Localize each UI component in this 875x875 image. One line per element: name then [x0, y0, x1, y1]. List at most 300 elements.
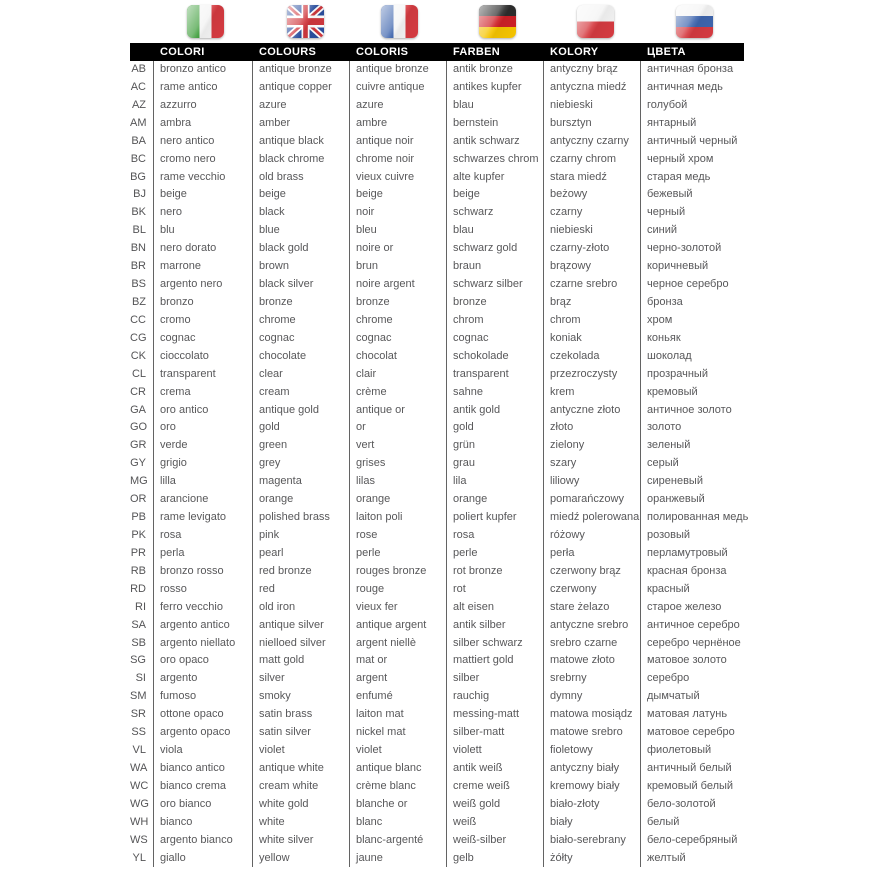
- color-name-de: grau: [446, 455, 543, 473]
- color-code: CK: [130, 349, 146, 362]
- color-name-it: argento bianco: [153, 832, 252, 850]
- color-code: SG: [130, 654, 146, 667]
- color-name-pl: czerwony: [543, 581, 640, 599]
- color-name-en: green: [252, 437, 349, 455]
- color-name-ru: черный: [640, 204, 746, 222]
- color-name-pl: liliowy: [543, 473, 640, 491]
- color-name-it: oro antico: [153, 402, 252, 420]
- color-name-fr: lilas: [349, 473, 446, 491]
- color-name-ru: античная медь: [640, 79, 746, 97]
- color-name-it: beige: [153, 186, 252, 204]
- color-name-pl: chrom: [543, 312, 640, 330]
- color-name-pl: stare żelazo: [543, 599, 640, 617]
- color-name-pl: czekolada: [543, 348, 640, 366]
- color-name-fr: cuivre antique: [349, 79, 446, 97]
- color-name-pl: matowe srebro: [543, 724, 640, 742]
- color-name-ru: бело-серебряный: [640, 832, 746, 850]
- color-name-en: blue: [252, 222, 349, 240]
- color-name-it: argento nero: [153, 276, 252, 294]
- color-name-ru: старое железо: [640, 599, 746, 617]
- color-name-ru: белый: [640, 814, 746, 832]
- color-name-en: chocolate: [252, 348, 349, 366]
- color-name-en: silver: [252, 670, 349, 688]
- header-colours: COLOURS: [259, 46, 317, 58]
- header-cveta: ЦВЕТА: [647, 46, 686, 58]
- color-name-ru: античный белый: [640, 760, 746, 778]
- color-name-it: transparent: [153, 366, 252, 384]
- color-name-en: gold: [252, 419, 349, 437]
- color-code: WA: [130, 761, 148, 774]
- color-name-pl: matowa mosiądz: [543, 706, 640, 724]
- color-name-pl: srebro czarne: [543, 635, 640, 653]
- color-name-fr: antique noir: [349, 133, 446, 151]
- color-name-de: silber: [446, 670, 543, 688]
- color-name-fr: violet: [349, 742, 446, 760]
- color-name-fr: laiton poli: [349, 509, 446, 527]
- color-name-de: antik weiß: [446, 760, 543, 778]
- color-name-de: silber-matt: [446, 724, 543, 742]
- color-code: SI: [135, 672, 146, 685]
- color-code: BN: [130, 242, 146, 255]
- color-name-it: rame antico: [153, 79, 252, 97]
- color-code: CC: [130, 313, 146, 326]
- color-name-ru: полированная медь: [640, 509, 746, 527]
- uk-flag-icon: [287, 5, 324, 38]
- color-name-de: silber schwarz: [446, 635, 543, 653]
- color-name-ru: старая медь: [640, 169, 746, 187]
- color-name-fr: argent niellè: [349, 635, 446, 653]
- color-name-fr: rouges bronze: [349, 563, 446, 581]
- color-name-pl: krem: [543, 384, 640, 402]
- color-name-pl: matowe złoto: [543, 652, 640, 670]
- color-code: WG: [130, 797, 149, 810]
- color-code: AB: [131, 63, 146, 75]
- color-name-pl: biały: [543, 814, 640, 832]
- color-name-it: bianco: [153, 814, 252, 832]
- color-name-en: white silver: [252, 832, 349, 850]
- color-name-ru: красный: [640, 581, 746, 599]
- color-code: SA: [131, 618, 146, 631]
- color-code: RB: [130, 564, 146, 577]
- color-name-de: blau: [446, 97, 543, 115]
- color-name-pl: antyczna miedź: [543, 79, 640, 97]
- color-code: CG: [130, 331, 147, 344]
- color-name-fr: antique argent: [349, 617, 446, 635]
- color-code: BZ: [131, 295, 146, 308]
- color-name-ru: голубой: [640, 97, 746, 115]
- color-name-fr: cognac: [349, 330, 446, 348]
- color-name-fr: grises: [349, 455, 446, 473]
- color-name-it: rame levigato: [153, 509, 252, 527]
- color-name-it: argento: [153, 670, 252, 688]
- color-name-de: orange: [446, 491, 543, 509]
- color-name-pl: antyczne srebro: [543, 617, 640, 635]
- color-name-de: rot bronze: [446, 563, 543, 581]
- color-name-fr: chrome noir: [349, 151, 446, 169]
- color-code: AC: [130, 80, 146, 93]
- color-name-it: lilla: [153, 473, 252, 491]
- color-name-de: messing-matt: [446, 706, 543, 724]
- color-name-ru: бело-золотой: [640, 796, 746, 814]
- color-name-en: white: [252, 814, 349, 832]
- color-name-fr: vieux cuivre: [349, 169, 446, 187]
- color-name-it: rosa: [153, 527, 252, 545]
- color-name-pl: biało-serebrany: [543, 832, 640, 850]
- color-name-it: cromo: [153, 312, 252, 330]
- color-name-it: oro: [153, 419, 252, 437]
- color-code: BG: [130, 170, 146, 183]
- color-name-ru: черно-золотой: [640, 240, 746, 258]
- color-name-fr: azure: [349, 97, 446, 115]
- color-name-en: black: [252, 204, 349, 222]
- color-name-it: nero dorato: [153, 240, 252, 258]
- color-name-en: antique silver: [252, 617, 349, 635]
- color-code: PB: [131, 511, 146, 524]
- color-name-en: polished brass: [252, 509, 349, 527]
- color-name-pl: biało-złoty: [543, 796, 640, 814]
- color-name-ru: синий: [640, 222, 746, 240]
- color-name-en: clear: [252, 366, 349, 384]
- header-farben: FARBEN: [453, 46, 501, 58]
- color-name-pl: fioletowy: [543, 742, 640, 760]
- color-name-de: antikes kupfer: [446, 79, 543, 97]
- color-name-ru: кремовый: [640, 384, 746, 402]
- color-name-pl: niebieski: [543, 222, 640, 240]
- color-name-pl: brązowy: [543, 258, 640, 276]
- color-name-en: magenta: [252, 473, 349, 491]
- color-name-ru: перламутровый: [640, 545, 746, 563]
- color-name-it: verde: [153, 437, 252, 455]
- color-name-en: satin brass: [252, 706, 349, 724]
- color-name-it: rosso: [153, 581, 252, 599]
- color-name-fr: noire or: [349, 240, 446, 258]
- color-name-fr: noir: [349, 204, 446, 222]
- color-name-de: cognac: [446, 330, 543, 348]
- color-name-en: nielloed silver: [252, 635, 349, 653]
- color-name-fr: enfumé: [349, 688, 446, 706]
- color-name-fr: crème: [349, 384, 446, 402]
- color-name-pl: koniak: [543, 330, 640, 348]
- color-name-fr: ambre: [349, 115, 446, 133]
- color-name-en: cognac: [252, 330, 349, 348]
- color-name-en: bronze: [252, 294, 349, 312]
- color-name-pl: bursztyn: [543, 115, 640, 133]
- color-name-ru: серебро чернёное: [640, 635, 746, 653]
- color-name-fr: or: [349, 419, 446, 437]
- color-name-de: beige: [446, 186, 543, 204]
- color-name-de: schwarzes chrom: [446, 151, 543, 169]
- color-name-ru: сиреневый: [640, 473, 746, 491]
- color-name-ru: золото: [640, 419, 746, 437]
- color-name-en: antique gold: [252, 402, 349, 420]
- poland-flag-icon: [577, 5, 614, 38]
- color-name-pl: brąz: [543, 294, 640, 312]
- color-name-fr: clair: [349, 366, 446, 384]
- color-name-ru: янтарный: [640, 115, 746, 133]
- color-code: MG: [130, 475, 148, 488]
- color-name-it: ferro vecchio: [153, 599, 252, 617]
- color-name-en: antique white: [252, 760, 349, 778]
- color-name-ru: прозрачный: [640, 366, 746, 384]
- color-name-pl: niebieski: [543, 97, 640, 115]
- color-name-en: grey: [252, 455, 349, 473]
- header-kolory: KOLORY: [550, 46, 599, 58]
- color-name-ru: зеленый: [640, 437, 746, 455]
- color-name-ru: оранжевый: [640, 491, 746, 509]
- color-name-de: schwarz: [446, 204, 543, 222]
- color-name-ru: хром: [640, 312, 746, 330]
- color-name-pl: złoto: [543, 419, 640, 437]
- color-code: SS: [131, 726, 146, 739]
- color-name-en: antique black: [252, 133, 349, 151]
- color-code: WH: [130, 815, 149, 828]
- color-code: AM: [130, 116, 147, 129]
- color-name-en: pearl: [252, 545, 349, 563]
- color-name-en: yellow: [252, 850, 349, 868]
- color-name-ru: красная бронза: [640, 563, 746, 581]
- color-name-pl: antyczne złoto: [543, 402, 640, 420]
- color-name-it: marrone: [153, 258, 252, 276]
- color-code: WS: [130, 833, 148, 846]
- color-name-de: bernstein: [446, 115, 543, 133]
- color-name-de: perle: [446, 545, 543, 563]
- color-name-it: argento opaco: [153, 724, 252, 742]
- color-name-de: antik gold: [446, 402, 543, 420]
- color-name-it: bronzo rosso: [153, 563, 252, 581]
- color-name-it: bronzo antico: [153, 61, 252, 79]
- color-name-pl: antyczny czarny: [543, 133, 640, 151]
- color-name-ru: черный хром: [640, 151, 746, 169]
- color-name-it: oro bianco: [153, 796, 252, 814]
- color-name-it: azzurro: [153, 97, 252, 115]
- color-name-en: smoky: [252, 688, 349, 706]
- color-name-fr: orange: [349, 491, 446, 509]
- color-name-it: bianco antico: [153, 760, 252, 778]
- color-name-de: braun: [446, 258, 543, 276]
- color-name-fr: perle: [349, 545, 446, 563]
- color-code: PR: [130, 546, 146, 559]
- color-name-de: rosa: [446, 527, 543, 545]
- color-name-fr: crème blanc: [349, 778, 446, 796]
- color-name-pl: czarny: [543, 204, 640, 222]
- color-name-fr: chrome: [349, 312, 446, 330]
- color-name-en: violet: [252, 742, 349, 760]
- color-name-it: ottone opaco: [153, 706, 252, 724]
- color-name-en: red: [252, 581, 349, 599]
- color-name-ru: серый: [640, 455, 746, 473]
- color-name-en: old iron: [252, 599, 349, 617]
- color-name-de: alt eisen: [446, 599, 543, 617]
- color-code: GR: [130, 439, 147, 452]
- color-name-de: bronze: [446, 294, 543, 312]
- color-name-fr: nickel mat: [349, 724, 446, 742]
- color-name-pl: przezroczysty: [543, 366, 640, 384]
- color-name-en: black gold: [252, 240, 349, 258]
- color-code: BL: [132, 224, 146, 237]
- color-name-de: grün: [446, 437, 543, 455]
- color-name-de: schwarz gold: [446, 240, 543, 258]
- color-name-de: gelb: [446, 850, 543, 868]
- color-name-de: poliert kupfer: [446, 509, 543, 527]
- color-name-ru: коричневый: [640, 258, 746, 276]
- color-name-fr: antique bronze: [349, 61, 446, 79]
- color-name-de: rauchig: [446, 688, 543, 706]
- color-name-fr: blanc: [349, 814, 446, 832]
- color-name-pl: antyczny biały: [543, 760, 640, 778]
- color-name-en: brown: [252, 258, 349, 276]
- color-name-pl: czarne srebro: [543, 276, 640, 294]
- color-name-en: black silver: [252, 276, 349, 294]
- header-colori: COLORI: [160, 46, 205, 58]
- france-flag-icon: [381, 5, 418, 38]
- color-name-de: alte kupfer: [446, 169, 543, 187]
- color-name-it: grigio: [153, 455, 252, 473]
- color-name-pl: różowy: [543, 527, 640, 545]
- color-name-pl: dymny: [543, 688, 640, 706]
- color-name-it: bianco crema: [153, 778, 252, 796]
- color-name-ru: коньяк: [640, 330, 746, 348]
- color-name-en: pink: [252, 527, 349, 545]
- color-name-it: giallo: [153, 850, 252, 868]
- color-name-en: black chrome: [252, 151, 349, 169]
- color-code: BC: [130, 152, 146, 165]
- color-name-it: argento antico: [153, 617, 252, 635]
- color-name-fr: blanc-argenté: [349, 832, 446, 850]
- color-name-ru: черное серебро: [640, 276, 746, 294]
- color-name-it: cognac: [153, 330, 252, 348]
- color-name-it: cromo nero: [153, 151, 252, 169]
- color-name-pl: szary: [543, 455, 640, 473]
- color-name-fr: laiton mat: [349, 706, 446, 724]
- color-name-it: argento niellato: [153, 635, 252, 653]
- color-name-de: lila: [446, 473, 543, 491]
- color-name-it: arancione: [153, 491, 252, 509]
- color-code: BJ: [133, 188, 146, 201]
- color-name-it: cioccolato: [153, 348, 252, 366]
- color-name-pl: stara miedź: [543, 169, 640, 187]
- color-name-fr: vert: [349, 437, 446, 455]
- color-name-de: mattiert gold: [446, 652, 543, 670]
- color-name-fr: mat or: [349, 652, 446, 670]
- color-name-pl: kremowy biały: [543, 778, 640, 796]
- color-name-en: cream white: [252, 778, 349, 796]
- color-name-it: blu: [153, 222, 252, 240]
- color-name-ru: античное серебро: [640, 617, 746, 635]
- color-name-fr: rose: [349, 527, 446, 545]
- color-code: PK: [131, 528, 146, 541]
- color-name-pl: perła: [543, 545, 640, 563]
- color-name-it: nero antico: [153, 133, 252, 151]
- color-name-pl: miedź polerowana: [543, 509, 640, 527]
- color-name-ru: дымчатый: [640, 688, 746, 706]
- color-table: [130, 61, 749, 867]
- color-name-en: satin silver: [252, 724, 349, 742]
- color-name-it: nero: [153, 204, 252, 222]
- color-name-pl: czerwony brąz: [543, 563, 640, 581]
- color-name-pl: zielony: [543, 437, 640, 455]
- color-name-it: oro opaco: [153, 652, 252, 670]
- color-code: CR: [130, 385, 146, 398]
- color-name-en: red bronze: [252, 563, 349, 581]
- color-name-it: viola: [153, 742, 252, 760]
- color-name-ru: античное золото: [640, 402, 746, 420]
- color-name-pl: antyczny brąz: [543, 61, 640, 79]
- color-name-de: antik schwarz: [446, 133, 543, 151]
- color-name-fr: noire argent: [349, 276, 446, 294]
- color-name-fr: blanche or: [349, 796, 446, 814]
- color-name-ru: бронза: [640, 294, 746, 312]
- color-code: BK: [131, 206, 146, 219]
- color-name-en: old brass: [252, 169, 349, 187]
- color-name-de: transparent: [446, 366, 543, 384]
- color-name-de: rot: [446, 581, 543, 599]
- color-name-en: chrome: [252, 312, 349, 330]
- color-name-it: fumoso: [153, 688, 252, 706]
- color-name-de: chrom: [446, 312, 543, 330]
- color-name-de: blau: [446, 222, 543, 240]
- color-name-de: creme weiß: [446, 778, 543, 796]
- color-name-it: rame vecchio: [153, 169, 252, 187]
- header-coloris: COLORIS: [356, 46, 409, 58]
- color-name-de: antik silber: [446, 617, 543, 635]
- color-name-pl: srebrny: [543, 670, 640, 688]
- color-name-pl: beżowy: [543, 186, 640, 204]
- color-name-ru: бежевый: [640, 186, 746, 204]
- color-name-en: azure: [252, 97, 349, 115]
- color-name-de: schokolade: [446, 348, 543, 366]
- color-code: BS: [131, 278, 146, 291]
- color-code: GA: [130, 403, 146, 416]
- russia-flag-icon: [676, 5, 713, 38]
- color-code: WC: [130, 779, 149, 792]
- color-name-pl: czarny-złoto: [543, 240, 640, 258]
- color-name-fr: bleu: [349, 222, 446, 240]
- color-name-de: weiß gold: [446, 796, 543, 814]
- color-name-fr: chocolat: [349, 348, 446, 366]
- color-code: CL: [131, 367, 146, 380]
- color-name-en: white gold: [252, 796, 349, 814]
- color-name-ru: кремовый белый: [640, 778, 746, 796]
- table-header-bar: [130, 43, 744, 61]
- color-name-ru: серебро: [640, 670, 746, 688]
- color-name-de: schwarz silber: [446, 276, 543, 294]
- color-name-ru: фиолетовый: [640, 742, 746, 760]
- color-name-fr: antique blanc: [349, 760, 446, 778]
- color-code: GO: [130, 421, 148, 434]
- color-code: VL: [132, 744, 146, 757]
- color-name-en: amber: [252, 115, 349, 133]
- color-code: SM: [130, 690, 147, 703]
- color-name-pl: żółty: [543, 850, 640, 868]
- color-code: BR: [130, 260, 146, 273]
- color-name-it: ambra: [153, 115, 252, 133]
- color-code: OR: [130, 493, 147, 506]
- color-name-ru: матовое золото: [640, 652, 746, 670]
- color-name-it: perla: [153, 545, 252, 563]
- color-name-fr: rouge: [349, 581, 446, 599]
- color-name-ru: матовая латунь: [640, 706, 746, 724]
- color-name-de: violett: [446, 742, 543, 760]
- color-name-fr: bronze: [349, 294, 446, 312]
- color-name-fr: vieux fer: [349, 599, 446, 617]
- germany-flag-icon: [479, 5, 516, 38]
- color-name-en: antique bronze: [252, 61, 349, 79]
- color-name-ru: матовое серебро: [640, 724, 746, 742]
- color-code: AZ: [131, 98, 146, 111]
- color-code: YL: [132, 851, 146, 864]
- color-name-de: weiß-silber: [446, 832, 543, 850]
- color-code: RD: [130, 582, 146, 595]
